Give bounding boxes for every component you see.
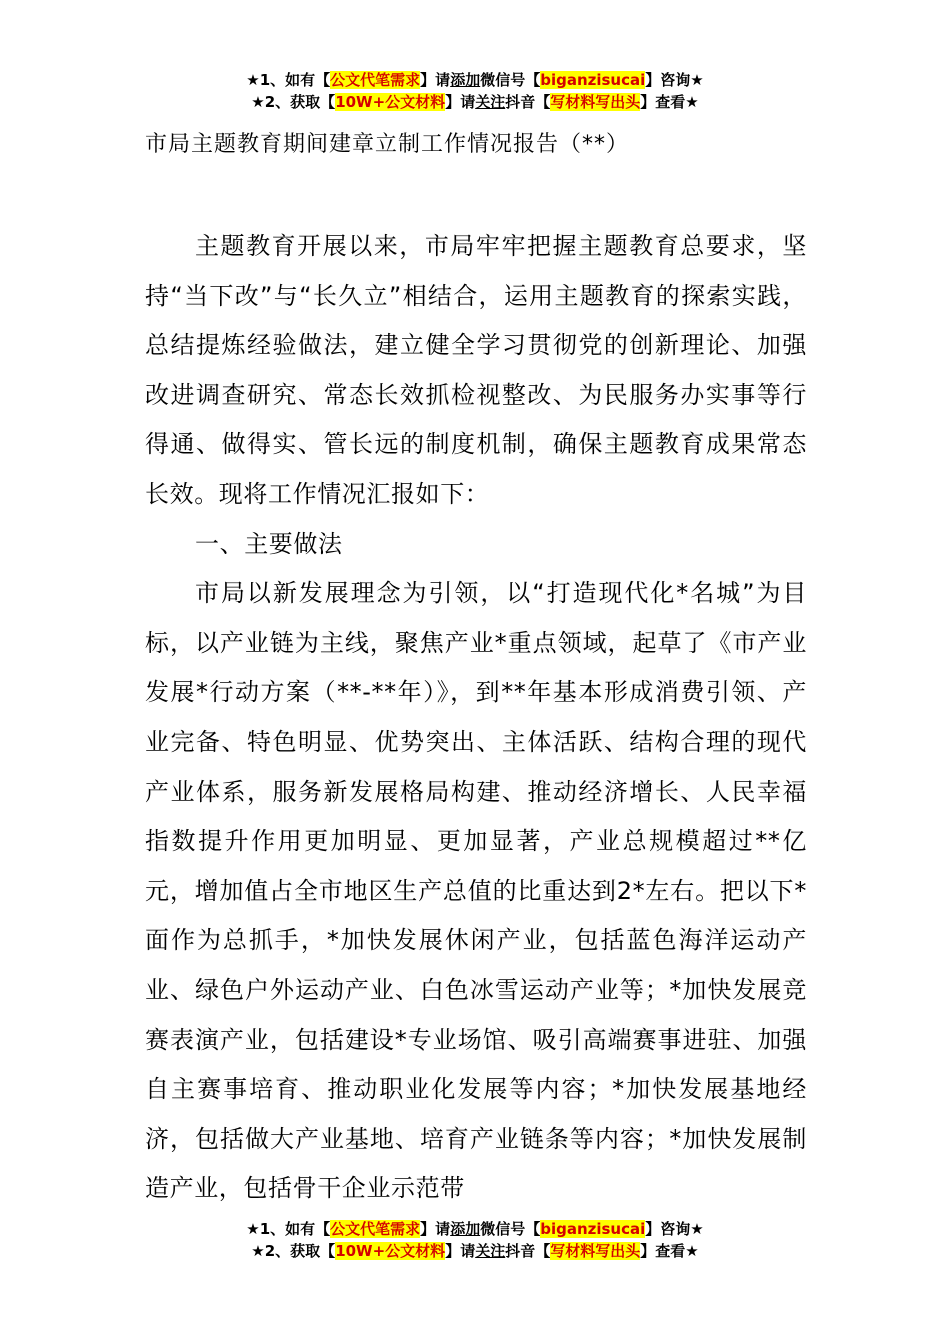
highlight-text: 公文代笔需求 xyxy=(330,1220,421,1238)
underlined-text: 关注 xyxy=(475,93,506,111)
promo-text: ★1、如有【 xyxy=(246,71,331,89)
promo-banner-top xyxy=(0,69,950,113)
underlined-text: 关注 xyxy=(475,1242,506,1260)
promo-text: 抖音【 xyxy=(505,93,551,111)
section-heading: 一、主要做法 xyxy=(195,529,343,558)
promo-text: 】查看★ xyxy=(640,1242,699,1260)
promo-text: 】请 xyxy=(445,93,476,111)
promo-line-2 xyxy=(0,1240,950,1262)
promo-text: 】查看★ xyxy=(640,93,699,111)
highlight-text: 10W+公文材料 xyxy=(335,1242,446,1260)
highlight-text: biganzisucai xyxy=(540,71,646,89)
highlight-text: 写材料写出头 xyxy=(550,93,641,111)
body-paragraph: 市局以新发展理念为引领，以“打造现代化*名城”为目标，以产业链为主线，聚焦产业*重点领域，起草了《市产业发展*行动方案（**-**年）》，到**年基本形成消费引领、产业完备、特色明显、优势突出、主体活跃、结构合理的现代产业体系，服务新发展格局构建、推动经济增长、人民幸福指数提升作用更加明显、更加显著，产业总规模超过**亿元，增加值占全市地区生产总值的比重达到2*左右。把以下*面作为总抓手，*加快发展休闲产业，包括蓝色海洋运动产业、绿色户外运动产业、白色冰雪运动产业等；*加快发展竞赛表演产业，包括建设*专业场馆、吸引高端赛事进驻、加强自主赛事培育、推动职业化发展等内容；*加快发展基地经济，包括做大产业基地、培育产业链条等内容；*加快发展制造产业，包括骨干企业示范带 xyxy=(145,579,807,1203)
document-body xyxy=(145,222,807,1214)
promo-text: 微信号【 xyxy=(480,1220,541,1238)
underlined-text: 添加 xyxy=(450,71,481,89)
highlight-text: 10W+公文材料 xyxy=(335,93,446,111)
document-title: 市局主题教育期间建章立制工作情况报告（**） xyxy=(145,132,630,157)
promo-line-1 xyxy=(0,1218,950,1240)
highlight-text: 公文代笔需求 xyxy=(330,71,421,89)
promo-banner-bottom xyxy=(0,1218,950,1262)
promo-text: ★2、获取【 xyxy=(251,1242,336,1260)
highlight-text: biganzisucai xyxy=(540,1220,646,1238)
promo-text: 抖音【 xyxy=(505,1242,551,1260)
intro-paragraph: 主题教育开展以来，市局牢牢把握主题教育总要求，坚持“当下改”与“长久立”相结合，运用主题教育的探索实践，总结提炼经验做法，建立健全学习贯彻党的创新理论、加强改进调查研究、常态长效抓检视整改、为民服务办实事等行得通、做得实、管长远的制度机制，确保主题教育成果常态长效。现将工作情况汇报如下： xyxy=(145,232,807,508)
promo-text: 】请 xyxy=(445,1242,476,1260)
promo-text: 微信号【 xyxy=(480,71,541,89)
promo-text: ★2、获取【 xyxy=(251,93,336,111)
promo-line-2 xyxy=(0,91,950,113)
promo-line-1 xyxy=(0,69,950,91)
highlight-text: 写材料写出头 xyxy=(550,1242,641,1260)
promo-text: 】咨询★ xyxy=(645,1220,704,1238)
underlined-text: 添加 xyxy=(450,1220,481,1238)
promo-text: ★1、如有【 xyxy=(246,1220,331,1238)
promo-text: 】请 xyxy=(420,71,451,89)
promo-text: 】咨询★ xyxy=(645,71,704,89)
promo-text: 】请 xyxy=(420,1220,451,1238)
